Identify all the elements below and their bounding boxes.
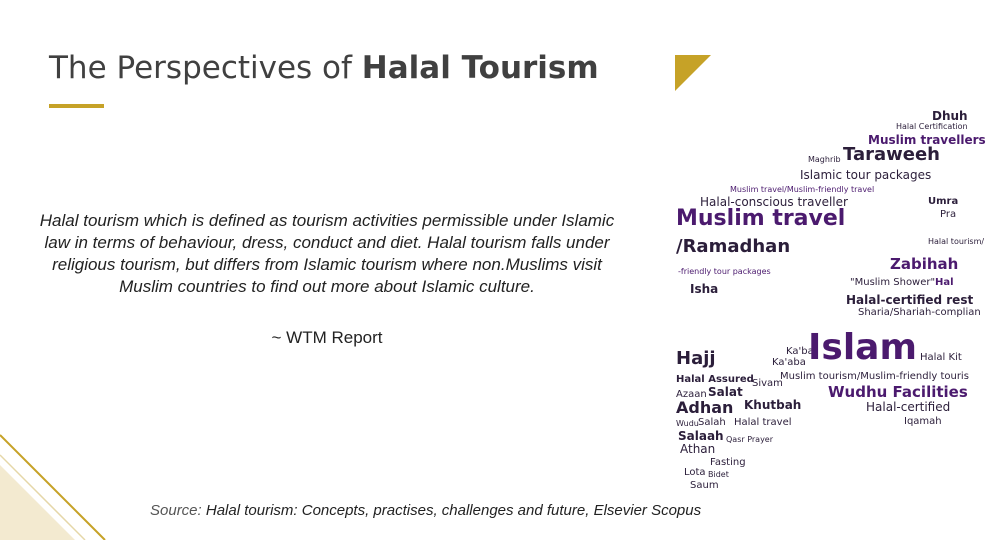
title-underline <box>49 104 104 108</box>
cloud-word: Ka'aba <box>772 357 806 368</box>
cloud-word: Adhan <box>676 398 734 417</box>
cloud-word: Saum <box>690 480 719 491</box>
cloud-word: Azaan <box>676 389 707 400</box>
cloud-word: Qasr Prayer <box>726 435 774 444</box>
cloud-word: "Muslim Shower" <box>850 277 936 288</box>
cloud-word: Khutbah <box>744 398 802 412</box>
cloud-word: Muslim travel/Muslim-friendly travel <box>730 185 875 194</box>
cloud-word: Wudu <box>676 419 699 428</box>
cloud-word: Wudhu Facilities <box>828 383 968 401</box>
cloud-word: Zabihah <box>890 255 959 273</box>
title-bold: Halal Tourism <box>361 50 599 86</box>
cloud-word: Ka'ba <box>786 346 814 357</box>
quote-attribution: ~ WTM Report <box>271 328 383 347</box>
cloud-word: Islam <box>808 327 917 368</box>
source-label: Source: <box>150 502 202 519</box>
cloud-word: Halal Assured <box>676 374 754 385</box>
title-prefix: The Perspectives of <box>49 50 362 86</box>
cloud-word: Sivam <box>752 378 783 389</box>
cloud-word: Salaah <box>678 429 724 443</box>
cloud-word: Bidet <box>708 470 729 479</box>
cloud-word: Halal-certified rest <box>846 293 974 307</box>
decorative-corner-lines <box>0 435 120 540</box>
cloud-word: Halal-conscious traveller <box>700 195 848 209</box>
halal-word-cloud <box>660 100 986 500</box>
cloud-word: Halal travel <box>734 417 792 428</box>
cloud-word: Hajj <box>676 348 716 369</box>
cloud-word: Lota <box>684 467 706 478</box>
cloud-word: Muslim tourism/Muslim-friendly touris <box>780 371 969 382</box>
cloud-word: Athan <box>680 442 716 456</box>
cloud-word: Sharia/Shariah-complian <box>858 307 981 318</box>
cloud-word: Fasting <box>710 457 746 468</box>
cloud-word: Halal tourism/ <box>928 237 985 246</box>
cloud-word: Isha <box>690 282 719 296</box>
gold-corner-triangle <box>675 55 711 91</box>
cloud-word: Taraweeh <box>843 144 940 165</box>
cloud-word: Umra <box>928 196 959 207</box>
cloud-word: Halal Certification <box>896 122 968 131</box>
cloud-word: Halal-certified <box>866 400 951 414</box>
cloud-word: Iqamah <box>904 416 942 427</box>
page-title <box>49 50 599 86</box>
cloud-word: Salat <box>708 385 743 399</box>
source-citation <box>150 502 701 519</box>
cloud-word: Dhuh <box>932 109 968 123</box>
cloud-word: Muslim travellers <box>868 133 986 147</box>
source-text: Halal tourism: Concepts, practises, challenges and future, Elsevier Scopus <box>201 502 702 519</box>
cloud-word: Halal Kit <box>920 352 962 363</box>
definition-quote: Halal tourism which is defined as tourism activities permissible under Islamic law in terms of behaviour, dress, conduct and diet. Halal tourism falls under religious tourism, but differs from Islamic tourism where non.Muslims visit Muslim countries to find out more about Islamic culture. <box>39 211 615 296</box>
cloud-word: Pra <box>940 209 957 220</box>
cloud-word: Hal <box>935 277 954 288</box>
cloud-word: Muslim travel <box>676 206 846 231</box>
cloud-word: Maghrib <box>808 155 841 164</box>
cloud-word: Salah <box>698 417 726 428</box>
cloud-word: /Ramadhan <box>676 236 791 257</box>
cloud-word: Islamic tour packages <box>800 168 932 182</box>
cloud-word: -friendly tour packages <box>678 267 771 276</box>
